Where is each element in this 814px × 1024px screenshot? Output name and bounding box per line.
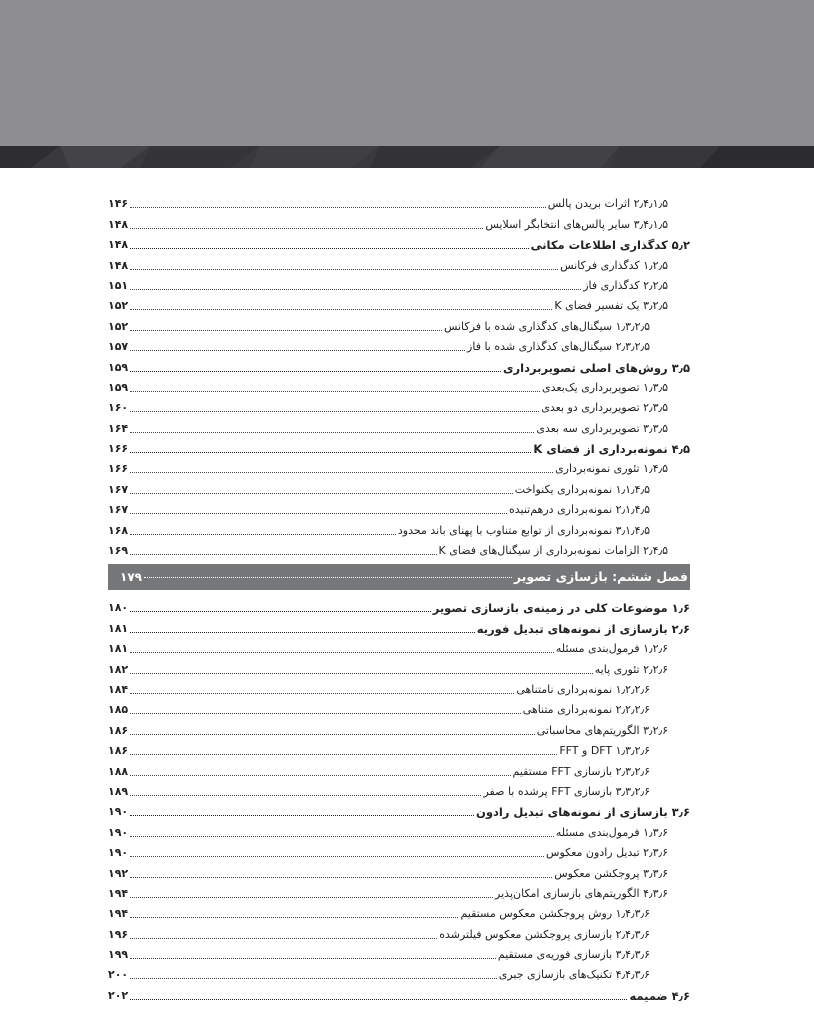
toc-entry-title: ۱٫۲٫۶ فرمول‌بندی مسئله xyxy=(555,642,668,656)
toc-entry-page-number: ۱۹۹ xyxy=(108,948,129,962)
toc-entry-page-number: ۱۸۶ xyxy=(108,744,129,758)
dot-leader xyxy=(130,309,552,310)
toc-entry[interactable] xyxy=(108,476,690,496)
toc-entry-title: ۱٫۲٫۵ کدگذاری فرکانس xyxy=(560,258,668,272)
toc-entry-page-number: ۱۶۷ xyxy=(108,482,129,496)
toc-entry[interactable] xyxy=(108,860,690,880)
toc-entry[interactable] xyxy=(108,881,690,901)
toc-entry-page-number: ۱۶۸ xyxy=(108,523,129,537)
dot-leader xyxy=(130,856,544,857)
toc-entry-page-number: ۲۰۲ xyxy=(108,988,129,1002)
toc-entry-title: ۴٫۴٫۳٫۶ تکنیک‌های بازسازی جبری xyxy=(498,968,650,982)
toc-entry-title: ۳٫۳٫۵ تصویربرداری سه بعدی xyxy=(536,421,668,435)
toc-entry-title: ۱٫۴٫۵ تئوری نمونه‌برداری xyxy=(555,462,668,476)
dot-leader xyxy=(130,330,442,331)
toc-entry[interactable] xyxy=(108,819,690,839)
dot-leader xyxy=(130,734,535,735)
toc-entry-title: ۲٫۳٫۶ تبدیل رادون معکوس xyxy=(546,846,668,860)
dot-leader xyxy=(130,713,521,714)
toc-entry[interactable] xyxy=(108,538,690,558)
toc-entry-title: ۲٫۲٫۵ کدگذاری فاز xyxy=(583,278,668,292)
dot-leader xyxy=(130,350,465,351)
toc-entry-page-number: ۱۷۹ xyxy=(120,570,142,585)
dot-leader xyxy=(130,472,553,473)
dot-leader xyxy=(130,897,493,898)
toc-entry-page-number: ۱۸۱ xyxy=(108,642,129,656)
toc-entry-page-number: ۱۵۲ xyxy=(108,299,129,313)
toc-entry-page-number: ۱۶۶ xyxy=(108,442,129,456)
dot-leader xyxy=(130,652,554,653)
toc-entry[interactable] xyxy=(108,799,690,819)
dot-leader xyxy=(130,534,396,535)
dot-leader xyxy=(130,795,481,796)
toc-entry-page-number: ۱۸۸ xyxy=(108,764,129,778)
dot-leader xyxy=(130,611,431,612)
toc-entry[interactable] xyxy=(108,191,690,211)
toc-entry[interactable] xyxy=(108,677,690,697)
toc-entry-title: ۱٫۳٫۲٫۶ DFT و FFT xyxy=(559,744,650,758)
toc-entry[interactable] xyxy=(108,415,690,435)
toc-entry[interactable] xyxy=(108,779,690,799)
toc-entry-page-number: ۱۶۰ xyxy=(108,401,129,415)
dot-leader xyxy=(130,269,558,270)
dot-leader xyxy=(130,673,593,674)
toc-entry[interactable] xyxy=(108,717,690,737)
dot-leader xyxy=(130,513,507,514)
dot-leader xyxy=(130,452,531,453)
toc-entry-page-number: ۱۹۰ xyxy=(108,825,129,839)
dot-leader xyxy=(130,938,437,939)
toc-entry-page-number: ۱۸۰ xyxy=(108,601,129,615)
toc-entry-title: ۲٫۴٫۳٫۶ بازسازی پروجکشن معکوس فیلترشده xyxy=(439,927,650,941)
dot-leader xyxy=(130,432,534,433)
toc-entry-page-number: ۱۸۶ xyxy=(108,723,129,737)
toc-entry[interactable] xyxy=(108,738,690,758)
toc-entry-page-number: ۱۵۹ xyxy=(108,380,129,394)
dot-leader xyxy=(144,577,512,578)
toc-entry-page-number: ۱۵۷ xyxy=(108,340,129,354)
toc-entry[interactable] xyxy=(108,517,690,537)
toc-entry-page-number: ۱۸۲ xyxy=(108,662,129,676)
toc-entry-title: ۱٫۶ موضوعات کلی در زمینه‌ی بازسازی تصویر xyxy=(432,601,690,616)
header-banner xyxy=(0,0,814,168)
toc-entry[interactable] xyxy=(108,901,690,921)
toc-entry-title: ۲٫۴٫۵ الزامات نمونه‌برداری از سیگنال‌های فضای K xyxy=(438,544,668,558)
toc-entry-page-number: ۱۴۸ xyxy=(108,258,129,272)
toc-entry-title: ۴٫۶ ضمیمه xyxy=(629,988,690,1003)
toc-entry[interactable] xyxy=(108,497,690,517)
toc-entry-title: ۱٫۳٫۲٫۵ سیگنال‌های کدگذاری شده با فرکانس xyxy=(443,319,650,333)
toc-entry-page-number: ۱۸۵ xyxy=(108,703,129,717)
toc-entry-title: ۲٫۱٫۴٫۵ نمونه‌برداری درهم‌تنیده xyxy=(509,503,650,517)
dot-leader xyxy=(130,248,528,249)
dot-leader xyxy=(130,877,552,878)
dot-leader xyxy=(130,371,501,372)
toc-entry-title: ۳٫۲٫۶ الگوریتم‌های محاسباتی xyxy=(536,723,668,737)
dot-leader xyxy=(130,289,581,290)
toc-entry-title: ۲٫۲٫۲٫۶ نمونه‌برداری متناهی xyxy=(522,703,650,717)
toc-entry[interactable] xyxy=(108,375,690,395)
toc-entry-page-number: ۱۸۹ xyxy=(108,784,129,798)
toc-entry[interactable] xyxy=(108,982,690,1002)
toc-entry[interactable] xyxy=(108,334,690,354)
dot-leader xyxy=(130,391,540,392)
toc-entry[interactable] xyxy=(108,252,690,272)
toc-entry-title: ۳٫۲٫۵ یک تفسیر فضای K xyxy=(554,299,668,313)
toc-entry-page-number: ۱۵۹ xyxy=(108,360,129,374)
toc-entry-title: ۴٫۵ نمونه‌برداری از فضای K xyxy=(533,442,690,457)
toc-entry-page-number: ۱۴۸ xyxy=(108,217,129,231)
toc-entry-title: ۳٫۵ روش‌های اصلی تصویربرداری xyxy=(502,360,690,375)
toc-entry-title: ۱٫۲٫۲٫۶ نمونه‌برداری نامتناهی xyxy=(516,682,650,696)
dot-leader xyxy=(130,693,514,694)
toc-entry-title: ۳٫۴٫۳٫۶ بازسازی فوریه‌ی مستقیم xyxy=(497,948,650,962)
toc-entry-page-number: ۱۹۰ xyxy=(108,805,129,819)
toc-entry-page-number: ۱۵۱ xyxy=(108,278,129,292)
toc-entry[interactable] xyxy=(108,273,690,293)
toc-entry-page-number: ۲۰۰ xyxy=(108,968,129,982)
dot-leader xyxy=(130,775,510,776)
dot-leader xyxy=(130,978,497,979)
toc-entry-page-number: ۱۶۴ xyxy=(108,421,129,435)
toc-entry-title: ۲٫۶ بازسازی از نمونه‌های تبدیل فوریه xyxy=(476,621,690,636)
toc-entry-title: ۴٫۳٫۶ الگوریتم‌های بازسازی امکان‌پذیر xyxy=(495,886,668,900)
toc-entry[interactable] xyxy=(108,615,690,635)
toc-entry[interactable] xyxy=(108,395,690,415)
toc-entry[interactable] xyxy=(108,456,690,476)
toc-entry[interactable] xyxy=(108,354,690,374)
dot-leader xyxy=(130,207,546,208)
header-decoration xyxy=(0,146,814,168)
toc-entry-title: ۳٫۳٫۲٫۶ بازسازی FFT پرشده با صفر xyxy=(483,784,650,798)
toc-entry-title: ۲٫۲٫۶ تئوری پایه xyxy=(594,662,668,676)
dot-leader xyxy=(130,815,474,816)
toc-entry[interactable] xyxy=(108,656,690,676)
table-of-contents xyxy=(108,191,690,1003)
dot-leader xyxy=(130,554,436,555)
toc-entry[interactable] xyxy=(108,313,690,333)
dot-leader xyxy=(130,632,475,633)
toc-entry-title: ۲٫۳٫۵ تصویربرداری دو بعدی xyxy=(541,401,668,415)
dot-leader xyxy=(130,228,483,229)
toc-entry[interactable] xyxy=(108,636,690,656)
toc-entry[interactable] xyxy=(108,595,690,615)
toc-entry[interactable] xyxy=(108,697,690,717)
toc-entry[interactable] xyxy=(108,232,690,252)
toc-entry-page-number: ۱۶۹ xyxy=(108,544,129,558)
toc-entry-title: ۳٫۶ بازسازی از نمونه‌های تبدیل رادون xyxy=(476,805,690,820)
toc-entry-title: ۲٫۳٫۲٫۶ بازسازی FFT مستقیم xyxy=(512,764,650,778)
dot-leader xyxy=(130,754,557,755)
toc-entry-title: ۵٫۲ کدگذاری اطلاعات مکانی xyxy=(530,238,690,253)
toc-entry-page-number: ۱۹۴ xyxy=(108,907,129,921)
toc-entry[interactable] xyxy=(108,840,690,860)
toc-entry-page-number: ۱۶۶ xyxy=(108,462,129,476)
toc-entry-title: ۱٫۴٫۳٫۶ روش پروجکشن معکوس مستقیم xyxy=(460,907,650,921)
toc-entry-page-number: ۱۵۲ xyxy=(108,319,129,333)
toc-entry-title: ۳٫۳٫۶ پروجکشن معکوس xyxy=(554,866,668,880)
dot-leader xyxy=(130,411,539,412)
toc-entry-title: ۲٫۴٫۱٫۵ اثرات بریدن پالس xyxy=(547,197,668,211)
dot-leader xyxy=(130,493,513,494)
toc-entry-page-number: ۱۹۴ xyxy=(108,886,129,900)
toc-entry[interactable] xyxy=(108,921,690,941)
toc-entry-page-number: ۱۹۰ xyxy=(108,846,129,860)
toc-entry-title: ۱٫۱٫۴٫۵ نمونه‌برداری یکنواخت xyxy=(514,482,650,496)
toc-entry[interactable] xyxy=(108,293,690,313)
toc-entry-title: ۱٫۳٫۵ تصویربرداری یک‌بعدی xyxy=(542,380,668,394)
dot-leader xyxy=(130,836,554,837)
chapter-heading[interactable] xyxy=(108,564,690,590)
toc-entry-page-number: ۱۸۴ xyxy=(108,682,129,696)
toc-entry-page-number: ۱۹۶ xyxy=(108,927,129,941)
toc-entry-title: فصل ششم: بازسازی تصویر xyxy=(513,569,688,585)
toc-entry-title: ۲٫۳٫۲٫۵ سیگنال‌های کدگذاری شده با فاز xyxy=(467,340,650,354)
toc-entry-page-number: ۱۴۶ xyxy=(108,197,129,211)
toc-entry[interactable] xyxy=(108,211,690,231)
toc-entry[interactable] xyxy=(108,962,690,982)
dot-leader xyxy=(130,958,496,959)
toc-entry-title: ۳٫۴٫۱٫۵ سایر پالس‌های انتخابگر اسلایس xyxy=(485,217,668,231)
dot-leader xyxy=(130,917,458,918)
toc-entry[interactable] xyxy=(108,758,690,778)
toc-entry-title: ۳٫۱٫۴٫۵ نمونه‌برداری از توابع متناوب با پهنای باند محدود xyxy=(397,523,650,537)
toc-entry-title: ۱٫۳٫۶ فرمول‌بندی مسئله xyxy=(555,825,668,839)
toc-entry[interactable] xyxy=(108,436,690,456)
toc-entry-page-number: ۱۸۱ xyxy=(108,621,129,635)
toc-entry-page-number: ۱۶۷ xyxy=(108,503,129,517)
toc-entry-page-number: ۱۹۲ xyxy=(108,866,129,880)
dot-leader xyxy=(130,999,627,1000)
toc-entry[interactable] xyxy=(108,942,690,962)
toc-entry-page-number: ۱۴۸ xyxy=(108,238,129,252)
